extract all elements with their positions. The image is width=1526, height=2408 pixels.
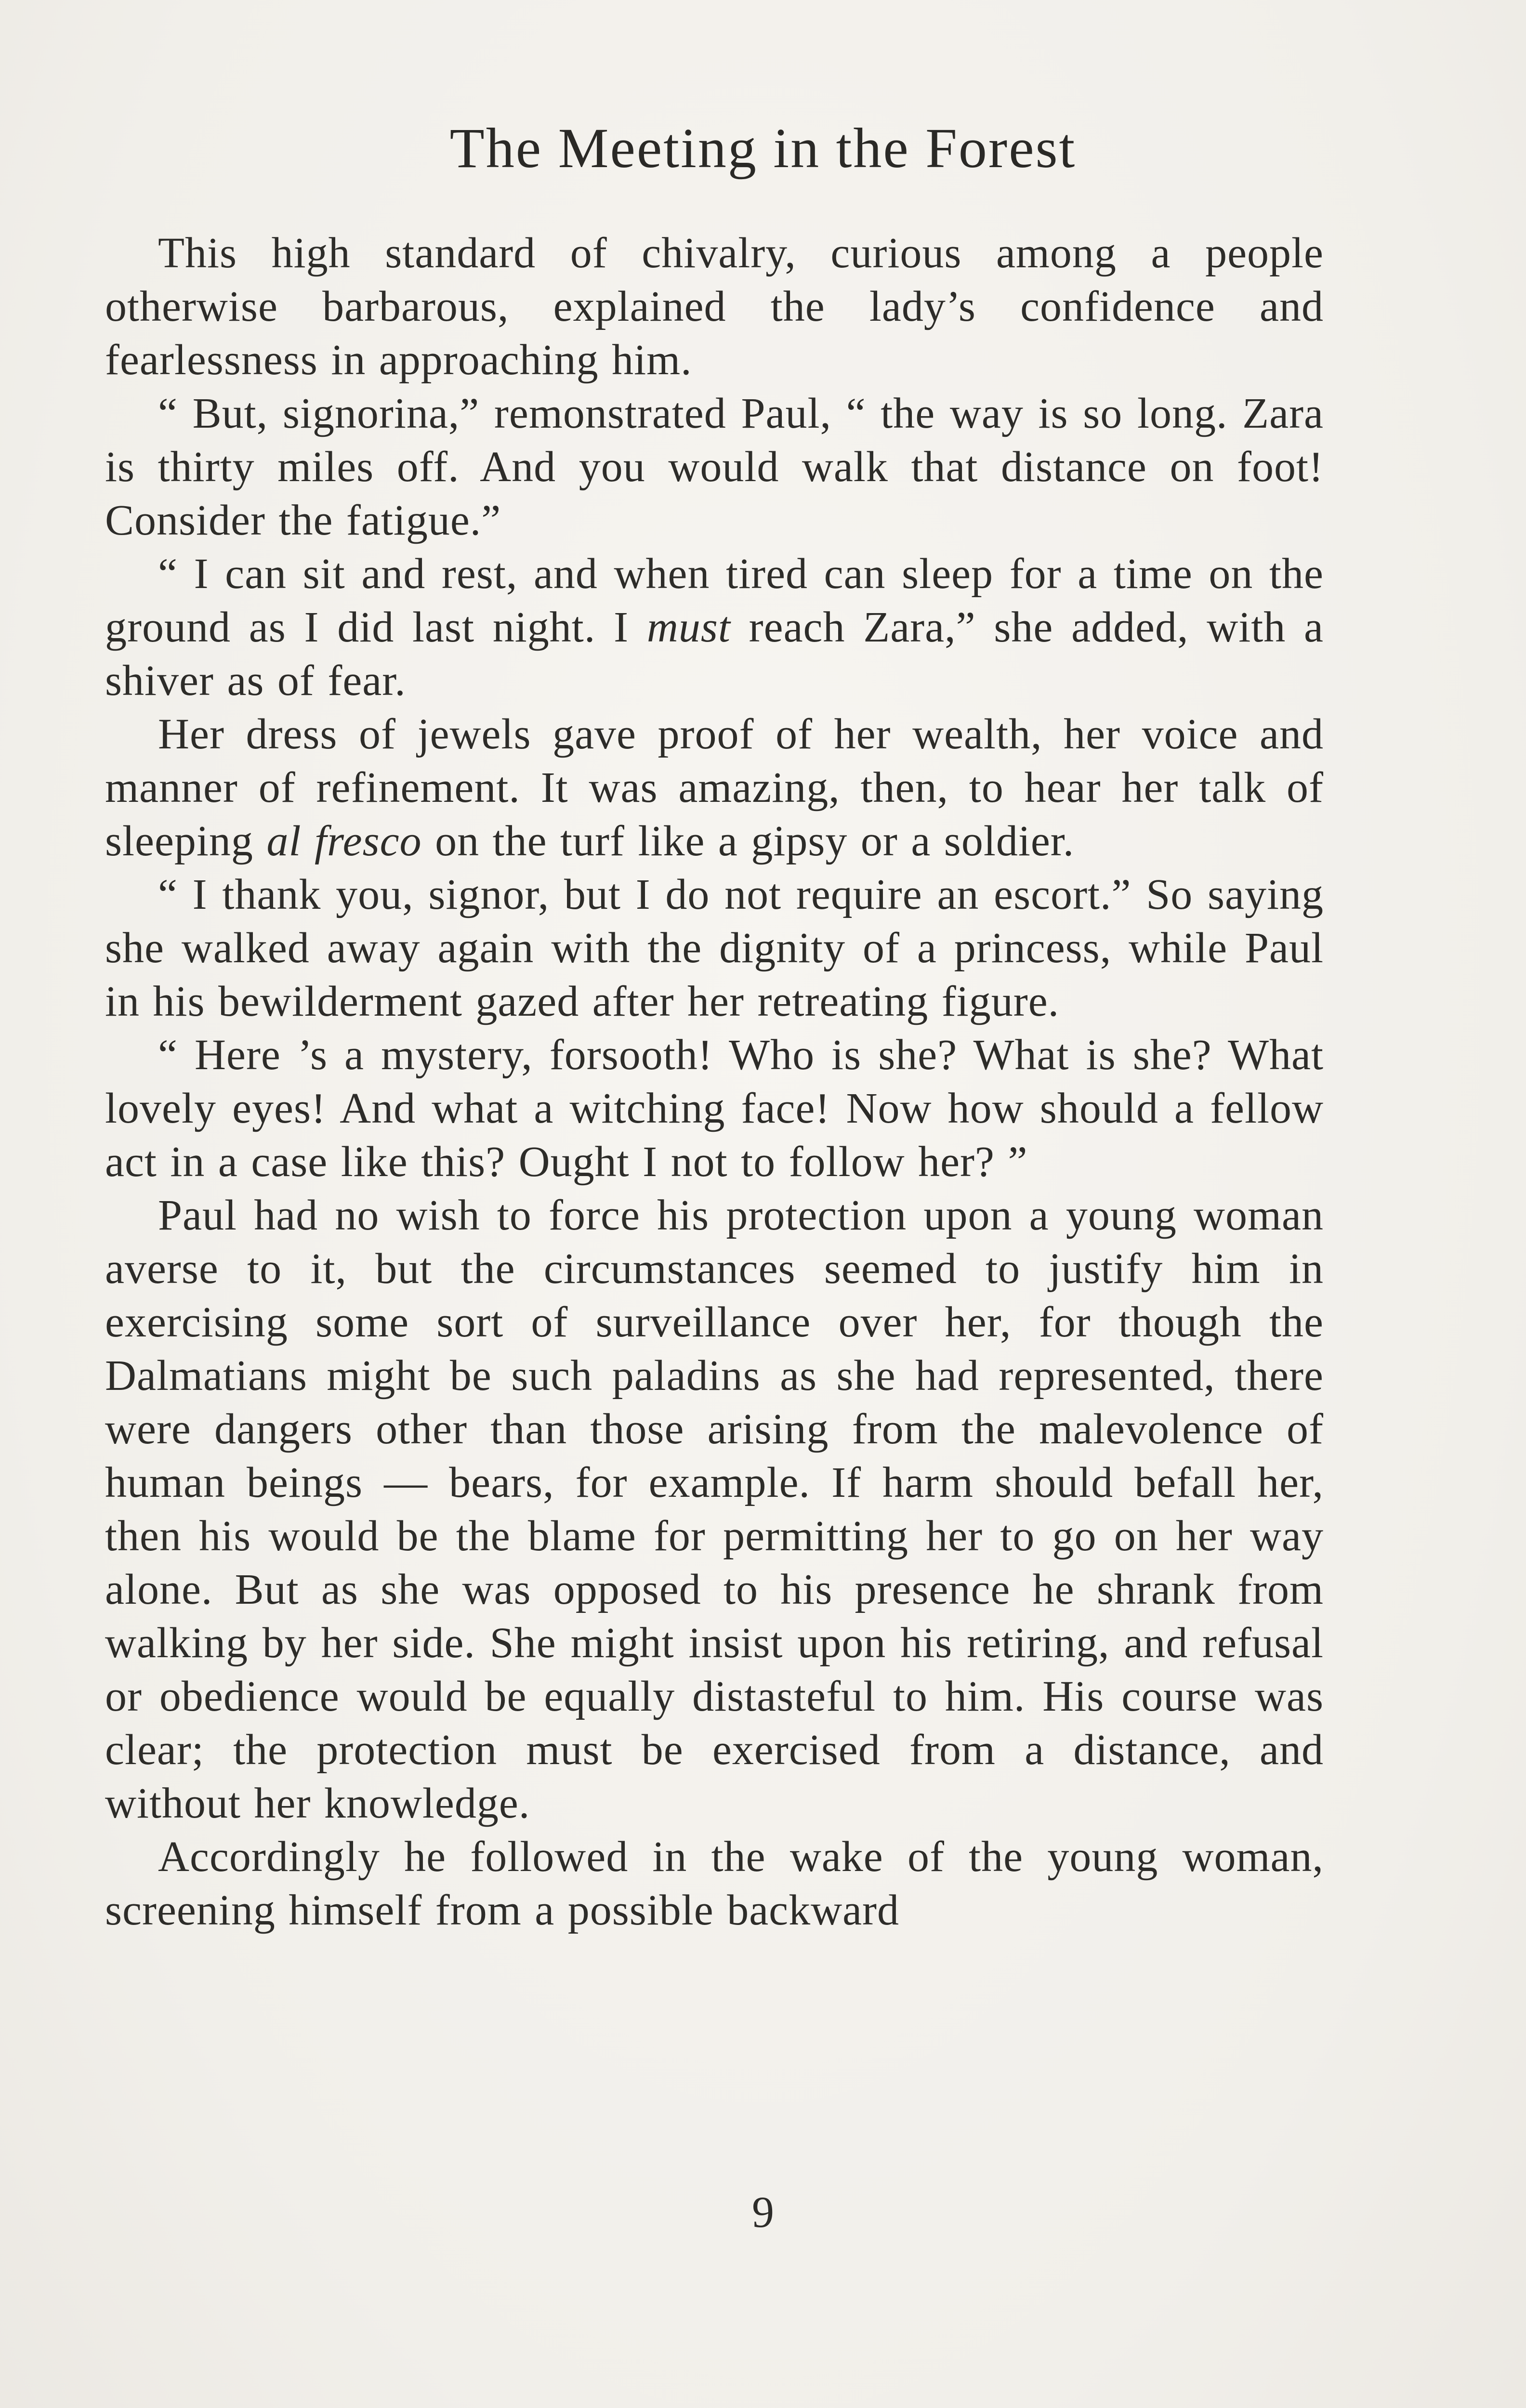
italic-text: must — [646, 603, 731, 651]
text-run: Paul had no wish to force his protection upon a young woman averse to it, but the circumstances seemed to justify him in exercising some sort of surveillance over her, for though the Dalmatians might be such paladins as she had represented, there were dangers other than those arising from the malevolence of human beings — bears, for example. If harm should befall her, then his would be the blame for permitting her to go on her way alone. But as she was opposed to his presence he shrank from walking by her side. She might insist upon his retiring, and refusal or obedience would be equally distasteful to him. His course was clear; the protection must be exercised from a distance, and without her knowledge. — [105, 1191, 1324, 1827]
text-run: Her dress of jewels gave proof of her wealth, her voice and manner of refinement. It was amazing, then, to hear her talk of sleeping — [105, 710, 1324, 865]
italic-text: al fresco — [266, 817, 422, 865]
paragraph — [105, 1830, 1324, 1937]
body-text — [105, 226, 1324, 1937]
text-run: Accordingly he followed in the wake of the young woman, screening himself from a possible backward — [105, 1833, 1324, 1934]
page-number: 9 — [752, 2187, 774, 2237]
paragraph — [105, 1028, 1324, 1189]
paragraph — [105, 387, 1324, 547]
text-run: “ Here ’s a mystery, forsooth! Who is she? What is she? What lovely eyes! And what a witching face! Now how should a fellow act in a case like this? Ought I not to follow her? ” — [105, 1031, 1324, 1186]
text-run: reach Zara,” she added, with a shiver as of fear. — [105, 603, 1324, 705]
text-run: “ I can sit and rest, and when tired can sleep for a time on the ground as I did last night. I — [105, 550, 1324, 651]
paragraph — [105, 547, 1324, 707]
text-run: This high standard of chivalry, curious among a people otherwise barbarous, explained the lady’s confidence and fearlessness in approaching him. — [105, 229, 1324, 384]
text-run: “ But, signorina,” remonstrated Paul, “ the way is so long. Zara is thirty miles off. And you would walk that distance on foot! Consider the fatigue.” — [105, 390, 1324, 544]
paragraph — [105, 1189, 1324, 1830]
running-head: The Meeting in the Forest — [449, 117, 1077, 180]
text-run: on the turf like a gipsy or a soldier. — [421, 817, 1075, 865]
paragraph — [105, 226, 1324, 387]
text-run: “ I thank you, signor, but I do not require an escort.” So saying she walked away again with the dignity of a princess, while Paul in his bewilderment gazed after her retreating figure. — [105, 871, 1324, 1025]
paragraph — [105, 868, 1324, 1028]
paragraph — [105, 707, 1324, 868]
